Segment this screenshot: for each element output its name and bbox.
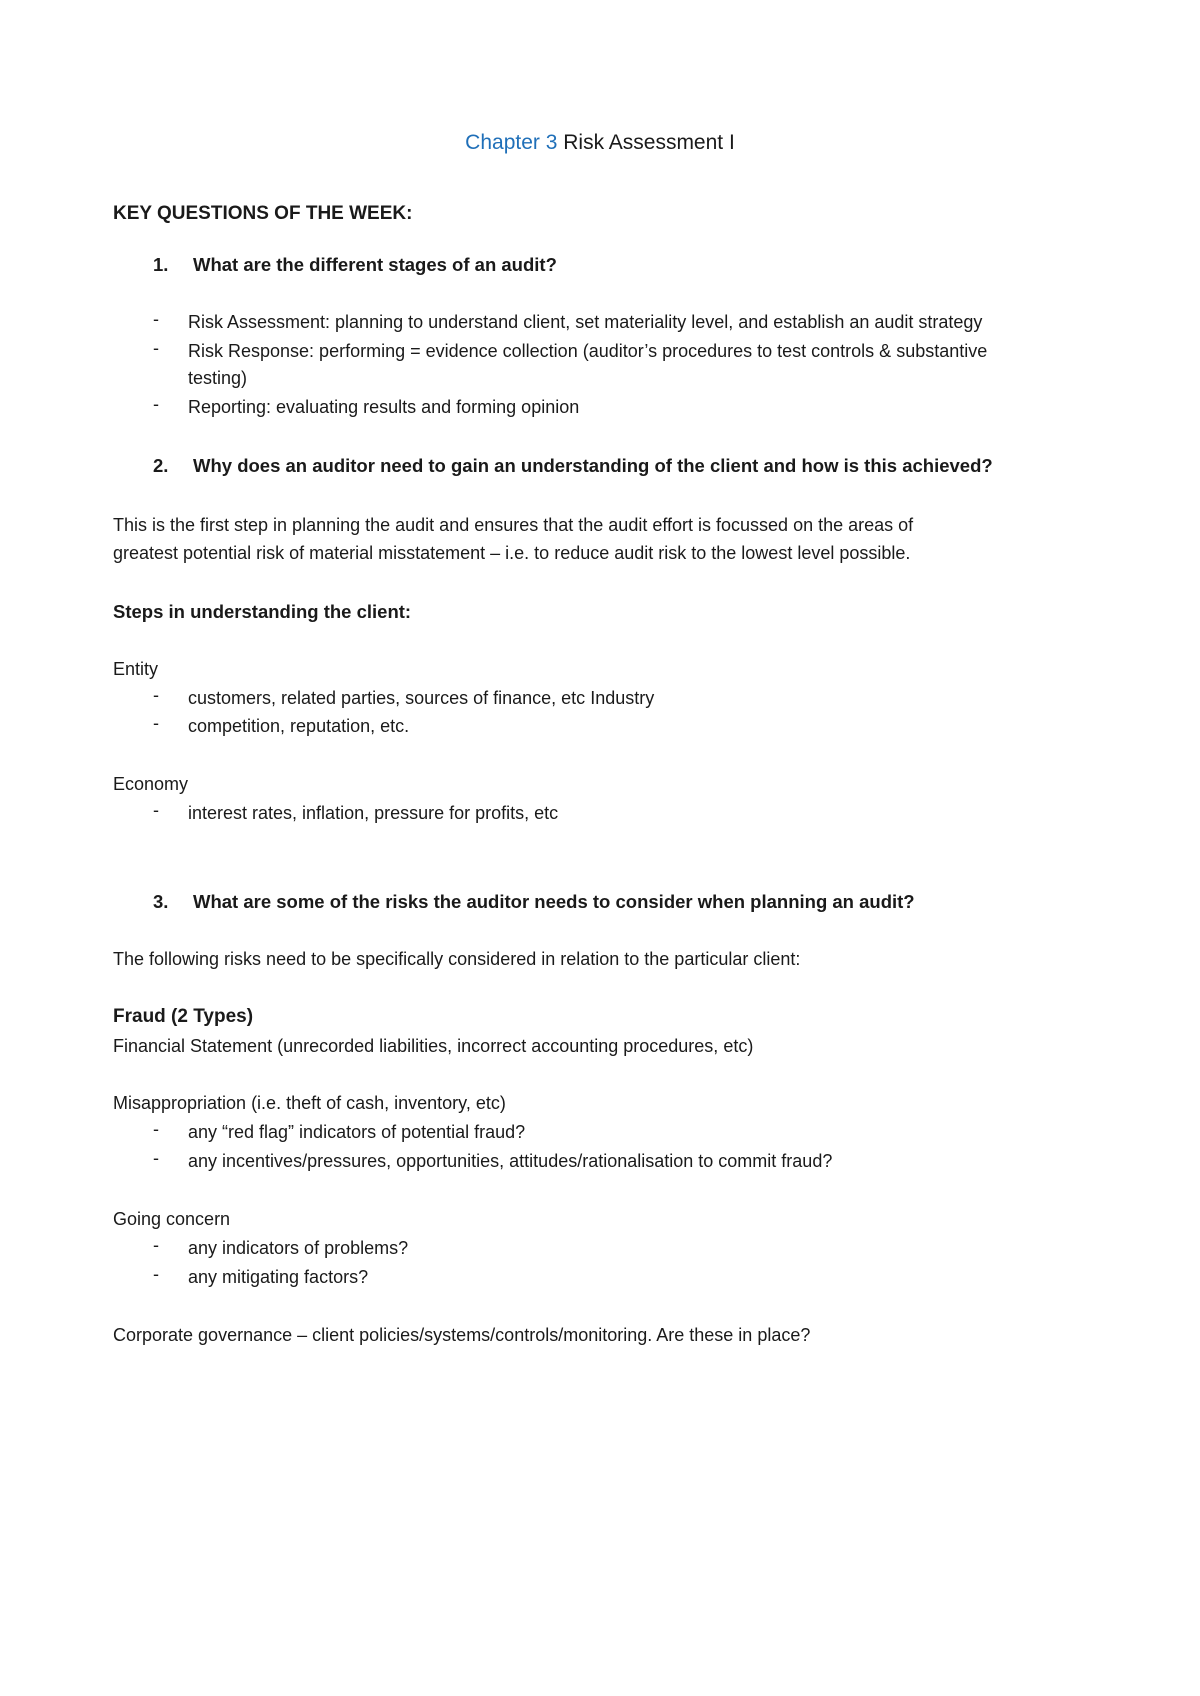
misappropriation-bullet: any incentives/pressures, opportunities, attitudes/rationalisation to commit fraud? xyxy=(188,1151,833,1171)
bullet-dash: - xyxy=(153,1119,159,1139)
question-2-number: 2. xyxy=(153,455,169,476)
entity-bullet: competition, reputation, etc. xyxy=(188,716,410,736)
misappropriation-bullet: any “red flag” indicators of potential fraud? xyxy=(188,1122,526,1142)
going-concern-bullet: any mitigating factors? xyxy=(188,1267,369,1287)
bullet-dash: - xyxy=(153,1148,159,1168)
key-questions-heading: KEY QUESTIONS OF THE WEEK: xyxy=(113,203,413,224)
financial-statement-text: Financial Statement (unrecorded liabilities, incorrect accounting procedures, etc) xyxy=(113,1036,754,1056)
q2-paragraph-line-2: greatest potential risk of material misstatement – i.e. to reduce audit risk to the lowest level possible. xyxy=(113,543,911,563)
going-concern-bullet: any indicators of problems? xyxy=(188,1238,409,1258)
corporate-governance-text: Corporate governance – client policies/systems/controls/monitoring. Are these in place? xyxy=(113,1325,811,1345)
stage-bullet: Risk Response: performing = evidence collection (auditor’s procedures to test controls & substantive xyxy=(188,341,988,361)
question-2 xyxy=(153,452,993,479)
bullet-dash: - xyxy=(153,394,159,414)
question-2-text: Why does an auditor need to gain an understanding of the client and how is this achieved? xyxy=(193,455,993,476)
question-3 xyxy=(153,888,915,915)
misappropriation-text: Misappropriation (i.e. theft of cash, inventory, etc) xyxy=(113,1093,506,1113)
steps-heading: Steps in understanding the client: xyxy=(113,601,412,622)
economy-label: Economy xyxy=(113,774,189,794)
q3-intro: The following risks need to be specifically considered in relation to the particular client: xyxy=(113,949,801,969)
going-concern-label: Going concern xyxy=(113,1209,231,1229)
fraud-heading: Fraud (2 Types) xyxy=(113,1006,254,1027)
question-1-number: 1. xyxy=(153,254,169,275)
question-3-text: What are some of the risks the auditor needs to consider when planning an audit? xyxy=(193,891,915,912)
bullet-dash: - xyxy=(153,800,159,820)
entity-bullet: customers, related parties, sources of finance, etc Industry xyxy=(188,688,655,708)
question-1-text: What are the different stages of an audit? xyxy=(193,254,557,275)
question-1 xyxy=(153,251,557,278)
page-title xyxy=(0,129,1200,156)
bullet-dash: - xyxy=(153,1264,159,1284)
q2-paragraph-line-1: This is the first step in planning the audit and ensures that the audit effort is focussed on the areas of xyxy=(113,515,914,535)
bullet-dash: - xyxy=(153,309,159,329)
bullet-dash: - xyxy=(153,713,159,733)
question-3-number: 3. xyxy=(153,891,169,912)
chapter-label: Chapter 3 xyxy=(465,131,558,154)
stage-bullet: Risk Assessment: planning to understand client, set materiality level, and establish an audit strategy xyxy=(188,312,983,332)
stage-bullet-continuation: testing) xyxy=(188,368,248,388)
stage-bullet: Reporting: evaluating results and forming opinion xyxy=(188,397,580,417)
economy-bullet: interest rates, inflation, pressure for profits, etc xyxy=(188,803,559,823)
bullet-dash: - xyxy=(153,685,159,705)
entity-label: Entity xyxy=(113,659,159,679)
bullet-dash: - xyxy=(153,338,159,358)
bullet-dash: - xyxy=(153,1235,159,1255)
chapter-title: Risk Assessment I xyxy=(563,131,735,154)
